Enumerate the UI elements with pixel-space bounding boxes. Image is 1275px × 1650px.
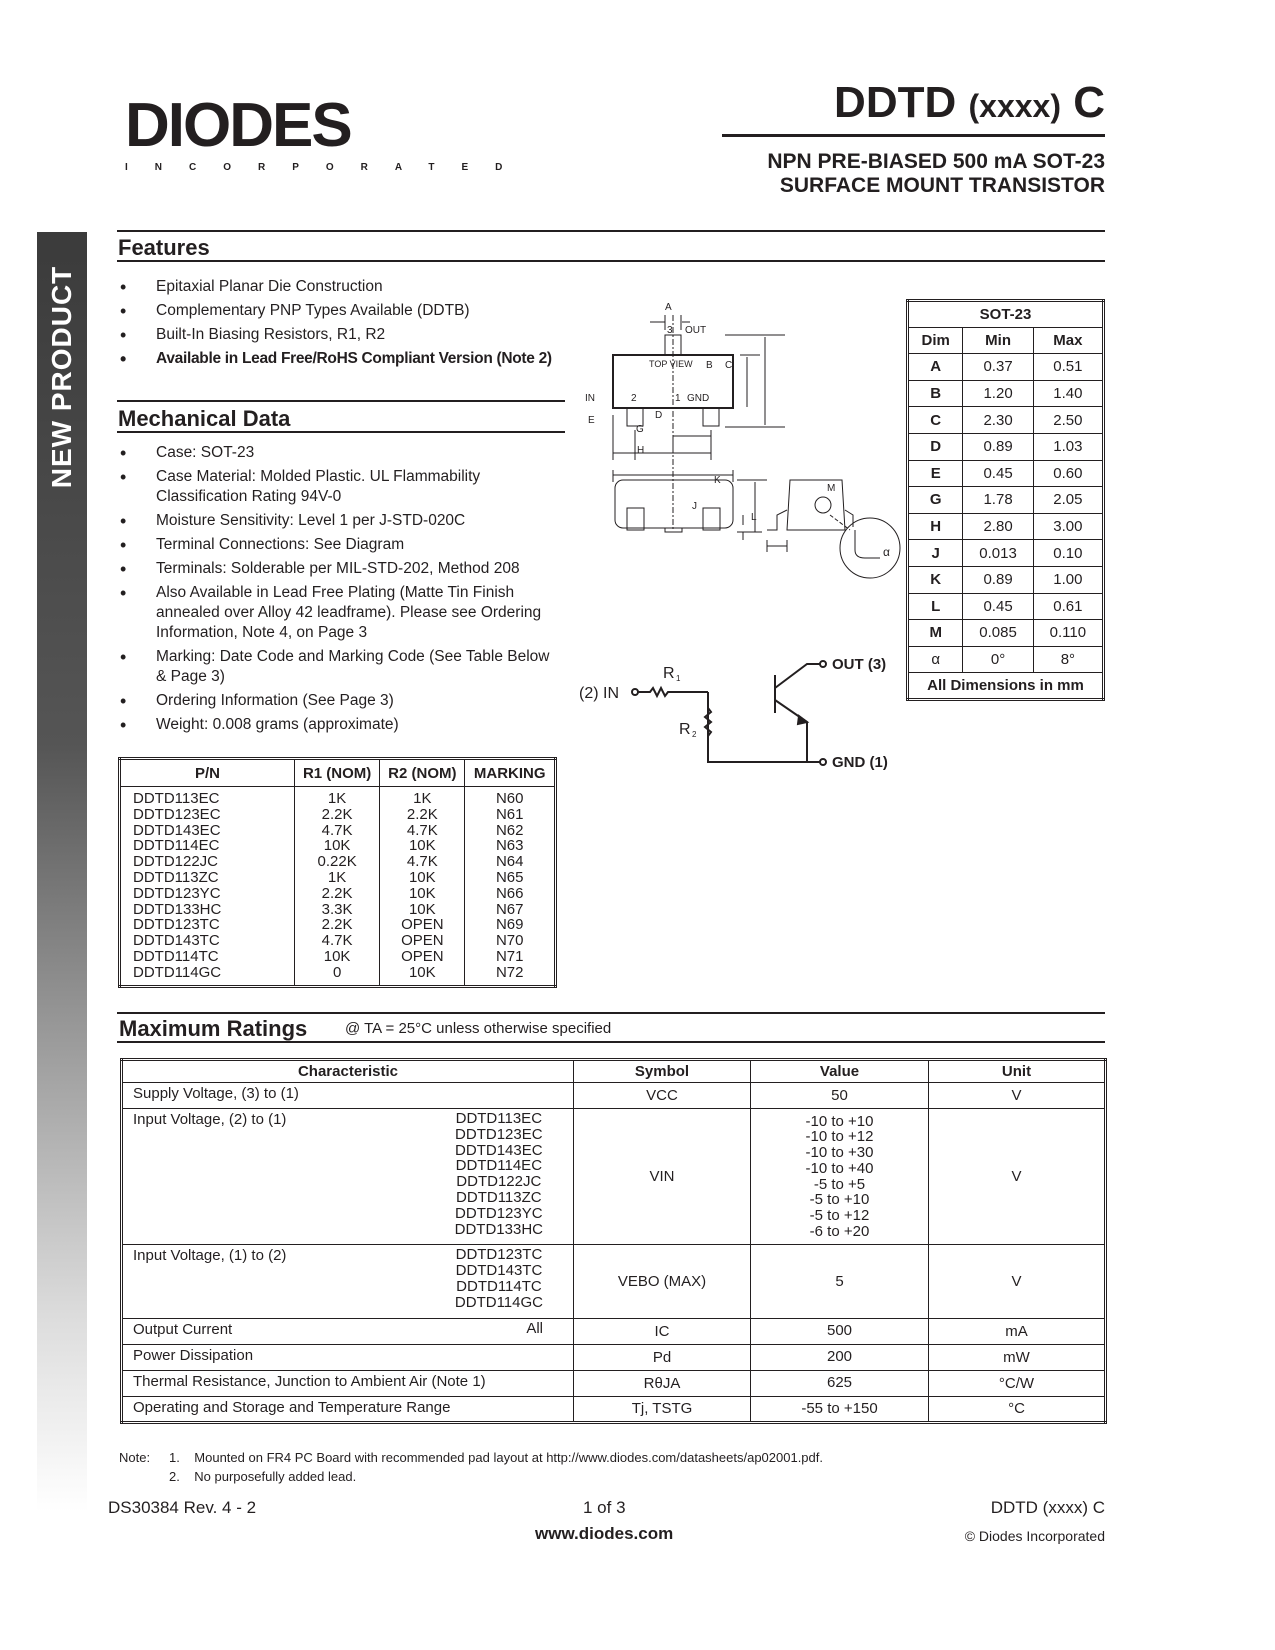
pin-label: IN — [585, 393, 595, 404]
out-label: OUT (3) — [832, 656, 887, 673]
dim-label: K — [714, 475, 721, 486]
table-cell: N72 — [495, 963, 524, 981]
table-cell: N67 — [495, 900, 524, 918]
table-cell: 0.013 — [963, 540, 1033, 567]
column-header: Min — [963, 327, 1033, 354]
table-cell: DDTD123EC — [133, 805, 221, 823]
list-item: • Terminals: Solderable per MIL-STD-202, Method 208 — [120, 559, 560, 579]
table-cell: N71 — [495, 947, 524, 965]
table-cell: N61 — [495, 805, 524, 823]
symbol: Tj, TSTG — [574, 1396, 751, 1422]
part-list: All — [526, 1319, 543, 1337]
dim-label: H — [637, 445, 645, 456]
part-list: DDTD113EC DDTD123EC DDTD143EC DDTD114EC DDTD122JC DDTD113ZC DDTD123YC DDTD133HC — [454, 1110, 543, 1238]
table-cell: G — [908, 487, 963, 514]
table-cell: 10K — [408, 837, 436, 855]
dim-label: L — [751, 512, 757, 523]
column-header: Max — [1033, 327, 1103, 354]
table-cell: 4.7K — [406, 821, 438, 839]
characteristic: Thermal Resistance, Junction to Ambient Air (Note 1) — [133, 1372, 486, 1390]
table-cell: D — [908, 433, 963, 460]
table-row — [122, 1370, 1106, 1396]
column-header: Dim — [908, 327, 963, 354]
value: 500 — [751, 1318, 929, 1344]
dim-label: G — [636, 424, 644, 435]
table-cell: 3.3K — [321, 900, 353, 918]
table-cell: 10K — [408, 868, 436, 886]
table-cell: N62 — [495, 821, 524, 839]
table-cell: 1.00 — [1033, 566, 1103, 593]
table-row — [908, 566, 1104, 593]
divider — [117, 400, 565, 402]
table-row — [122, 1344, 1106, 1370]
table-cell: M — [908, 620, 963, 647]
note-label: Note: — [119, 1450, 151, 1465]
dim-label: B — [706, 360, 713, 371]
table-cell: DDTD123TC — [133, 916, 220, 934]
table-cell: 2.2K — [321, 805, 353, 823]
list-item: • Case: SOT-23 — [120, 443, 560, 463]
table-cell: 1K — [327, 868, 347, 886]
max-ratings-table — [120, 1058, 1107, 1424]
table-cell: N70 — [495, 932, 524, 950]
ratings-condition: @ TA = 25°C unless otherwise specified — [345, 1020, 612, 1037]
value: 625 — [751, 1370, 929, 1396]
table-cell: 10K — [408, 884, 436, 902]
divider — [722, 134, 1105, 137]
pin-number: 3 — [667, 325, 673, 336]
table-cell: 0.45 — [963, 593, 1033, 620]
table-cell: 1.78 — [963, 487, 1033, 514]
list-item: • Ordering Information (See Page 3) — [120, 691, 560, 711]
characteristic: Input Voltage, (1) to (2) — [133, 1247, 287, 1265]
website-link[interactable]: www.diodes.com — [535, 1524, 674, 1543]
list-item: • Moisture Sensitivity: Level 1 per J-STD-020C — [120, 511, 560, 531]
table-cell: N69 — [495, 916, 524, 934]
table-cell: DDTD133HC — [133, 900, 222, 918]
value: -55 to +150 — [751, 1396, 929, 1422]
column-header: Characteristic — [122, 1060, 574, 1083]
mechanical-list — [120, 443, 560, 739]
table-cell: DDTD123YC — [133, 884, 221, 902]
table-row — [908, 487, 1104, 514]
table-cell: N60 — [495, 790, 524, 807]
table-cell: N63 — [495, 837, 524, 855]
value: 200 — [751, 1344, 929, 1370]
table-cell: 10K — [408, 900, 436, 918]
table-cell: 1.20 — [963, 380, 1033, 407]
table-row — [908, 460, 1104, 487]
table-cell: 2.2K — [406, 805, 438, 823]
table-cell: 0.22K — [317, 853, 357, 871]
table-cell: N65 — [495, 868, 524, 886]
notes — [119, 1448, 823, 1486]
r2-label: R — [679, 721, 691, 738]
table-row — [122, 1083, 1106, 1109]
table-cell: 0.110 — [1033, 620, 1103, 647]
copyright: © Diodes Incorporated — [964, 1528, 1105, 1544]
dim-label: D — [655, 410, 663, 421]
unit: V — [929, 1245, 1106, 1318]
table-cell: H — [908, 513, 963, 540]
doc-number: DS30384 Rev. 4 - 2 — [108, 1498, 257, 1517]
table-cell: 10K — [323, 837, 351, 855]
r2-subscript: 2 — [692, 730, 697, 739]
table-title: SOT-23 — [908, 301, 1104, 328]
table-cell: 0.51 — [1033, 354, 1103, 381]
table-cell: 3.00 — [1033, 513, 1103, 540]
list-item: • Epitaxial Planar Die Construction — [120, 277, 590, 297]
table-cell: 2.2K — [321, 884, 353, 902]
characteristic: Input Voltage, (2) to (1) — [133, 1111, 287, 1128]
characteristic: Operating and Storage and Temperature Range — [133, 1398, 451, 1416]
table-row — [122, 1318, 1106, 1344]
unit: mW — [929, 1344, 1106, 1370]
table-cell: 0° — [963, 646, 1033, 673]
list-item: • Complementary PNP Types Available (DDTB) — [120, 301, 590, 321]
table-cell: DDTD114EC — [133, 837, 220, 855]
table-cell: 0.89 — [963, 566, 1033, 593]
table-cell: 10K — [323, 947, 351, 965]
max-ratings-heading: Maximum Ratings — [119, 1016, 308, 1041]
table-cell: DDTD114GC — [133, 963, 222, 981]
circuit-schematic — [575, 650, 905, 780]
table-cell: 0.10 — [1033, 540, 1103, 567]
list-item: • Also Available in Lead Free Plating (Matte Tin Finish annealed over Alloy 42 leadframe). Please see Ordering Information, Note 4, on Page 3 — [120, 583, 560, 643]
part-number-table — [118, 757, 557, 988]
top-view-label: TOP VIEW — [649, 359, 693, 369]
mechanical-heading: Mechanical Data — [118, 406, 291, 431]
table-cell: E — [908, 460, 963, 487]
unit: °C — [929, 1396, 1106, 1422]
table-cell: DDTD122JC — [133, 853, 219, 871]
table-cell: DDTD143TC — [133, 932, 220, 950]
value: -10 to +10 -10 to +12 -10 to +30 -10 to +40 -5 to +5 -5 to +10 -5 to +12 -6 to +20 — [751, 1109, 929, 1245]
page-title: DDTD (xxxx) C — [834, 78, 1105, 127]
unit: V — [929, 1109, 1106, 1245]
table-cell: DDTD143EC — [133, 821, 221, 839]
table-footer: All Dimensions in mm — [908, 673, 1104, 700]
table-cell: 1.03 — [1033, 433, 1103, 460]
symbol: VCC — [574, 1083, 751, 1109]
column-header: P/N — [120, 759, 295, 787]
table-cell: 4.7K — [321, 932, 353, 950]
table-cell: 8° — [1033, 646, 1103, 673]
table-cell: 2.30 — [963, 407, 1033, 434]
table-cell: DDTD113EC — [133, 790, 220, 807]
table-cell: L — [908, 593, 963, 620]
table-row — [122, 1245, 1106, 1318]
in-label: (2) IN — [579, 685, 619, 702]
table-cell: C — [908, 407, 963, 434]
list-item: • Available in Lead Free/RoHS Compliant Version (Note 2) — [120, 349, 590, 369]
package-outline-diagram — [575, 290, 905, 590]
list-item: • Case Material: Molded Plastic. UL Flammability Classification Rating 94V-0 — [120, 467, 560, 507]
column-header: Value — [751, 1060, 929, 1083]
pin-number: 2 — [631, 393, 637, 404]
features-heading: Features — [118, 235, 210, 260]
value: 5 — [751, 1245, 929, 1318]
column-header: R1 (NOM) — [295, 759, 380, 787]
note-item: 1. Mounted on FR4 PC Board with recommended pad layout at http://www.diodes.com/datasheets/ap02001.pdf. — [169, 1450, 823, 1465]
unit: mA — [929, 1318, 1106, 1344]
table-cell: 4.7K — [321, 821, 353, 839]
table-cell: K — [908, 566, 963, 593]
symbol: IC — [574, 1318, 751, 1344]
note-item: 2. No purposefully added lead. — [169, 1469, 357, 1484]
table-cell: 2.2K — [321, 916, 353, 934]
table-cell: N66 — [495, 884, 524, 902]
unit: °C/W — [929, 1370, 1106, 1396]
table-cell: 1.40 — [1033, 380, 1103, 407]
symbol: VIN — [574, 1109, 751, 1245]
gnd-label: GND (1) — [832, 754, 888, 771]
table-cell: 0.37 — [963, 354, 1033, 381]
dim-label: M — [827, 483, 836, 494]
column-header: MARKING — [465, 759, 556, 787]
characteristic: Supply Voltage, (3) to (1) — [133, 1085, 299, 1102]
symbol: Pd — [574, 1344, 751, 1370]
diodes-logo: DIODES — [125, 91, 351, 160]
table-row — [908, 433, 1104, 460]
divider — [117, 1012, 1105, 1014]
table-row — [122, 1396, 1106, 1422]
table-cell: 1K — [327, 790, 347, 807]
table-cell: 0.085 — [963, 620, 1033, 647]
table-cell: 10K — [408, 963, 436, 981]
table-cell: A — [908, 354, 963, 381]
dim-label: J — [692, 501, 697, 512]
divider — [117, 260, 1105, 262]
column-header: Symbol — [574, 1060, 751, 1083]
r1-label: R — [663, 665, 675, 682]
page-number: 1 of 3 — [583, 1498, 626, 1517]
table-row — [908, 646, 1104, 673]
table-row — [908, 540, 1104, 567]
table-row — [908, 620, 1104, 647]
table-row — [908, 380, 1104, 407]
table-row — [908, 407, 1104, 434]
dim-label: α — [883, 545, 890, 559]
table-cell: α — [908, 646, 963, 673]
logo-subtitle: INCORPORATED — [125, 162, 530, 173]
new-product-banner: NEW PRODUCT — [37, 232, 87, 1512]
table-cell: 0.45 — [963, 460, 1033, 487]
table-cell: 2.50 — [1033, 407, 1103, 434]
pin-number: 1 — [675, 393, 681, 404]
pin-label: GND — [687, 393, 710, 404]
list-item: • Marking: Date Code and Marking Code (See Table Below & Page 3) — [120, 647, 560, 687]
table-cell: DDTD114TC — [133, 947, 219, 965]
list-item: • Weight: 0.008 grams (approximate) — [120, 715, 560, 735]
table-cell: 2.80 — [963, 513, 1033, 540]
dim-label: A — [665, 302, 672, 313]
table-cell: OPEN — [401, 932, 444, 950]
value: 50 — [751, 1083, 929, 1109]
table-cell: 0 — [332, 963, 342, 981]
characteristic: Power Dissipation — [133, 1346, 254, 1364]
dim-label: E — [588, 415, 595, 426]
table-row — [122, 1109, 1106, 1245]
table-row — [908, 354, 1104, 381]
dim-label: C — [725, 360, 733, 371]
table-cell: 0.89 — [963, 433, 1033, 460]
table-cell: 1K — [413, 790, 432, 807]
table-cell: 2.05 — [1033, 487, 1103, 514]
table-row — [908, 513, 1104, 540]
dimensions-table — [906, 299, 1105, 701]
column-header: R2 (NOM) — [380, 759, 465, 787]
table-cell: J — [908, 540, 963, 567]
footer-part: DDTD (xxxx) C — [990, 1498, 1105, 1517]
symbol: RθJA — [574, 1370, 751, 1396]
divider — [117, 1041, 1105, 1043]
part-list: DDTD123TC DDTD143TC DDTD114TC DDTD114GC — [454, 1246, 543, 1311]
features-list — [120, 277, 590, 373]
table-cell: OPEN — [401, 947, 444, 965]
list-item: • Terminal Connections: See Diagram — [120, 535, 560, 555]
subtitle: NPN PRE-BIASED 500 mA SOT-23 SURFACE MOUNT TRANSISTOR — [767, 150, 1105, 197]
table-cell: 0.60 — [1033, 460, 1103, 487]
divider — [117, 431, 565, 433]
table-cell: N64 — [495, 853, 524, 871]
divider — [117, 230, 1105, 232]
table-row — [908, 593, 1104, 620]
list-item: • Built-In Biasing Resistors, R1, R2 — [120, 325, 590, 345]
symbol: VEBO (MAX) — [574, 1245, 751, 1318]
table-cell: B — [908, 380, 963, 407]
table-cell: 4.7K — [406, 853, 438, 871]
table-cell: OPEN — [401, 916, 444, 934]
column-header: Unit — [929, 1060, 1106, 1083]
r1-subscript: 1 — [676, 674, 681, 683]
table-cell: 0.61 — [1033, 593, 1103, 620]
characteristic: Output Current — [133, 1320, 233, 1338]
table-cell: DDTD113ZC — [133, 868, 219, 886]
pin-label: OUT — [685, 325, 707, 336]
unit: V — [929, 1083, 1106, 1109]
